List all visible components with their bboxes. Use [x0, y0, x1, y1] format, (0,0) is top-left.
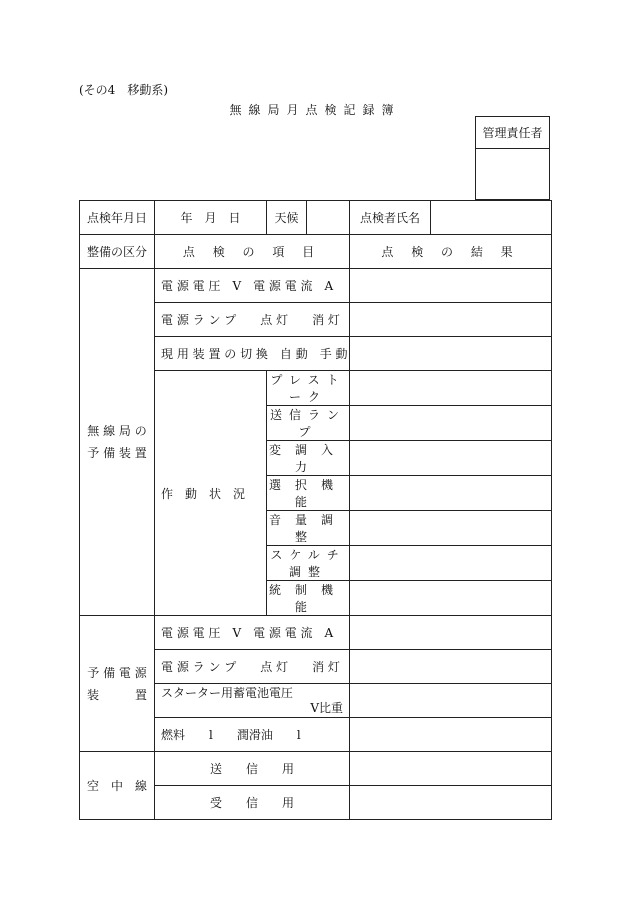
result-cell[interactable]: [350, 303, 552, 337]
inspector-label: 点検者氏名: [350, 201, 431, 235]
section-label-line: 予 備 装 置: [87, 446, 147, 460]
op-item: 送信ランプ: [267, 406, 350, 441]
result-cell[interactable]: [350, 581, 552, 616]
section-antenna-label: 空 中 線: [80, 752, 155, 820]
inspector-value-cell[interactable]: [431, 201, 552, 235]
table-row: [80, 616, 552, 650]
item-power: 電 源 電 圧 V 電 源 電 流 A: [155, 269, 350, 303]
manager-label: 管理責任者: [476, 117, 549, 149]
result-cell[interactable]: [350, 337, 552, 371]
table-row: [80, 752, 552, 786]
op-item: 選択機能: [267, 476, 350, 511]
result-cell[interactable]: [350, 786, 552, 820]
item-lamp: 電 源 ラ ン プ 点 灯 消 灯: [155, 303, 350, 337]
op-item: 音量調整: [267, 511, 350, 546]
result-cell[interactable]: [350, 371, 552, 406]
header-results: 点 検 の 結 果: [350, 235, 552, 269]
section-radio-backup-label: [80, 269, 155, 616]
weather-value-cell[interactable]: [307, 201, 350, 235]
section-label-line: 装 置: [86, 687, 147, 702]
result-cell[interactable]: [350, 650, 552, 684]
section-label-line: 予 備 電 源: [87, 665, 147, 680]
op-item: 統制機能: [267, 581, 350, 616]
result-cell[interactable]: [350, 684, 552, 718]
form-title: 無線局月点検記録簿: [229, 103, 401, 117]
date-value: 年 月 日: [155, 201, 267, 235]
header-row: [80, 235, 552, 269]
form-subheader: (その4 移動系): [79, 83, 168, 97]
result-cell[interactable]: [350, 616, 552, 650]
starter-line2: V比重: [310, 700, 344, 715]
item-operation-label: 作 動 状 況: [155, 371, 267, 616]
date-label: 点検年月日: [80, 201, 155, 235]
table-row: [80, 269, 552, 303]
item-power: 電 源 電 圧 V 電 源 電 流 A: [155, 616, 350, 650]
section-backup-power-label: [80, 616, 155, 752]
item-starter-battery: [155, 684, 350, 718]
item-lamp: 電 源 ラ ン プ 点 灯 消 灯: [155, 650, 350, 684]
item-switch: 現 用 装 置 の 切 換 自 動 手 動: [155, 337, 350, 371]
header-category: 整備の区分: [80, 235, 155, 269]
antenna-item: 送 信 用: [155, 752, 350, 786]
weather-label: 天候: [267, 201, 307, 235]
op-item: スケルチ調整: [267, 546, 350, 581]
result-cell[interactable]: [350, 441, 552, 476]
op-item: 変調入力: [267, 441, 350, 476]
header-items: 点 検 の 項 目: [155, 235, 350, 269]
result-cell[interactable]: [350, 546, 552, 581]
item-fuel: 燃料 l 潤滑油 l: [155, 718, 350, 752]
result-cell[interactable]: [350, 718, 552, 752]
op-item: プレストーク: [267, 371, 350, 406]
result-cell[interactable]: [350, 511, 552, 546]
section-label-line: 無 線 局 の: [87, 424, 147, 438]
result-cell[interactable]: [350, 269, 552, 303]
result-cell[interactable]: [350, 406, 552, 441]
result-cell[interactable]: [350, 752, 552, 786]
manager-box: [475, 116, 550, 200]
inspection-table: [79, 200, 552, 820]
antenna-item: 受 信 用: [155, 786, 350, 820]
starter-line1: スターター用蓄電池電圧: [161, 685, 294, 700]
date-row: [80, 201, 552, 235]
result-cell[interactable]: [350, 476, 552, 511]
